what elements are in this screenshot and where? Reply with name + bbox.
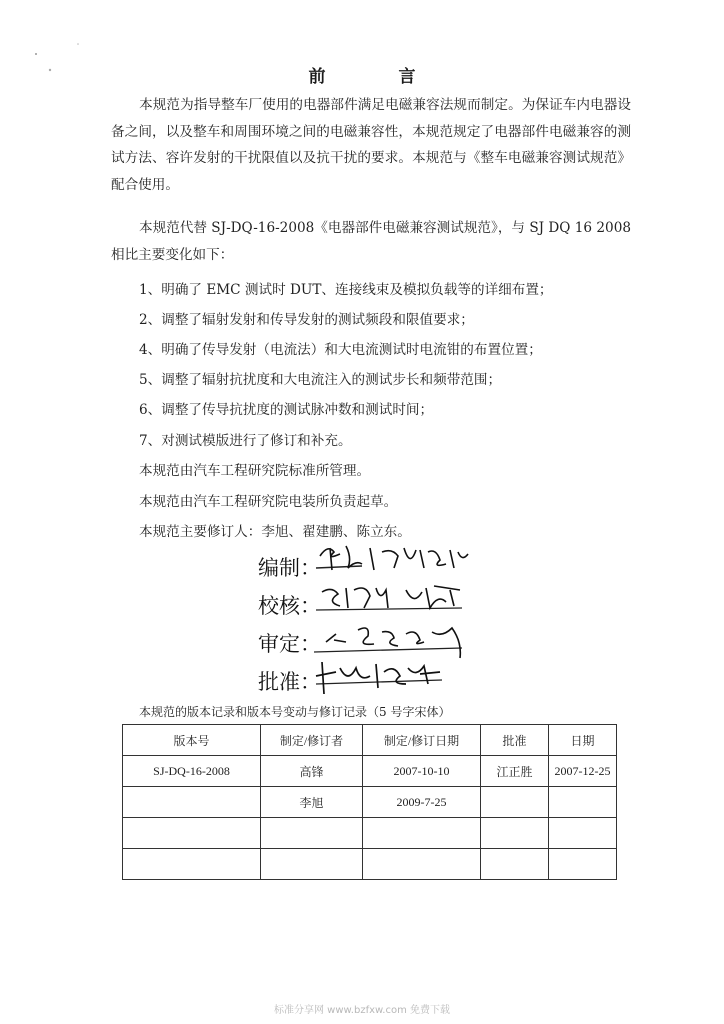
cell-revision-date bbox=[363, 818, 481, 849]
table-row bbox=[123, 756, 617, 787]
record-caption: 本规范的版本记录和版本号变动与修订记录（5 号字宋体） bbox=[139, 705, 451, 719]
cell-date bbox=[549, 818, 617, 849]
cell-reviser bbox=[261, 849, 363, 880]
version-record-table bbox=[122, 724, 617, 880]
replacement-text: 本规范代替 SJ-DQ-16-2008《电器部件电磁兼容测试规范》，与 SJ DQ 16 2008 相比主要变化如下： bbox=[111, 220, 631, 263]
signature-compile bbox=[312, 538, 472, 578]
table-header-row bbox=[123, 725, 617, 756]
cell-date bbox=[549, 849, 617, 880]
watermark-footer: 标准分享网 www.bzfxw.com 免费下载 bbox=[274, 1005, 450, 1016]
cell-reviser: 高锋 bbox=[261, 756, 363, 787]
header-revision-date: 制定/修订日期 bbox=[363, 725, 481, 756]
change-item: 6、调整了传导抗扰度的测试脉冲数和测试时间； bbox=[139, 402, 434, 418]
cell-revision-date: 2007-10-10 bbox=[363, 756, 481, 787]
change-item: 5、调整了辐射抗扰度和大电流注入的测试步长和频带范围； bbox=[139, 372, 502, 388]
cell-version bbox=[123, 787, 261, 818]
cell-date: 2007-12-25 bbox=[549, 756, 617, 787]
cell-revision-date: 2009-7-25 bbox=[363, 787, 481, 818]
signature-check bbox=[314, 578, 464, 618]
cell-version bbox=[123, 849, 261, 880]
intro-text: 本规范为指导整车厂使用的电器部件满足电磁兼容法规而制定。为保证车内电器设备之间，以及整车和周围环境之间的电磁兼容性，本规范规定了电器部件电磁兼容的测试方法、容许发射的干扰限值以及抗干扰的要求。本规范与《整车电磁兼容测试规范》配合使用。 bbox=[111, 97, 631, 193]
cell-date bbox=[549, 787, 617, 818]
cell-approval: 江正胜 bbox=[481, 756, 549, 787]
change-item: 4、明确了传导发射（电流法）和大电流测试时电流钳的布置位置； bbox=[139, 342, 542, 358]
table-row bbox=[123, 787, 617, 818]
header-date: 日期 bbox=[549, 725, 617, 756]
management-line: 本规范由汽车工程研究院标准所管理。 bbox=[139, 463, 371, 479]
cell-revision-date bbox=[363, 849, 481, 880]
signoff-label-compile: 编制： bbox=[258, 556, 321, 580]
cell-version: SJ-DQ-16-2008 bbox=[123, 756, 261, 787]
header-version: 版本号 bbox=[123, 725, 261, 756]
drafting-line: 本规范由汽车工程研究院电装所负责起草。 bbox=[139, 494, 398, 510]
change-item: 7、对测试模版进行了修订和补充。 bbox=[139, 433, 352, 449]
cell-approval bbox=[481, 849, 549, 880]
replacement-paragraph bbox=[111, 215, 631, 268]
signoff-label-approve-review: 审定： bbox=[258, 632, 321, 656]
header-approval: 批准 bbox=[481, 725, 549, 756]
signoff-label-approve: 批准： bbox=[258, 670, 321, 694]
change-item: 1、明确了 EMC 测试时 DUT、连接线束及模拟负载等的详细布置； bbox=[139, 282, 553, 298]
cell-reviser: 李旭 bbox=[261, 787, 363, 818]
table-row bbox=[123, 818, 617, 849]
intro-paragraph bbox=[111, 92, 631, 198]
table-row bbox=[123, 849, 617, 880]
cell-approval bbox=[481, 787, 549, 818]
cell-reviser bbox=[261, 818, 363, 849]
change-item: 2、调整了辐射发射和传导发射的测试频段和限值要求； bbox=[139, 312, 474, 328]
cell-approval bbox=[481, 818, 549, 849]
signoff-label-check: 校核： bbox=[258, 594, 321, 618]
revisers-line: 本规范主要修订人：李旭、翟建鹏、陈立东。 bbox=[139, 524, 411, 540]
header-reviser: 制定/修订者 bbox=[261, 725, 363, 756]
signature-approve bbox=[312, 654, 452, 700]
cell-version bbox=[123, 818, 261, 849]
page-title: 前 言 bbox=[308, 67, 444, 87]
